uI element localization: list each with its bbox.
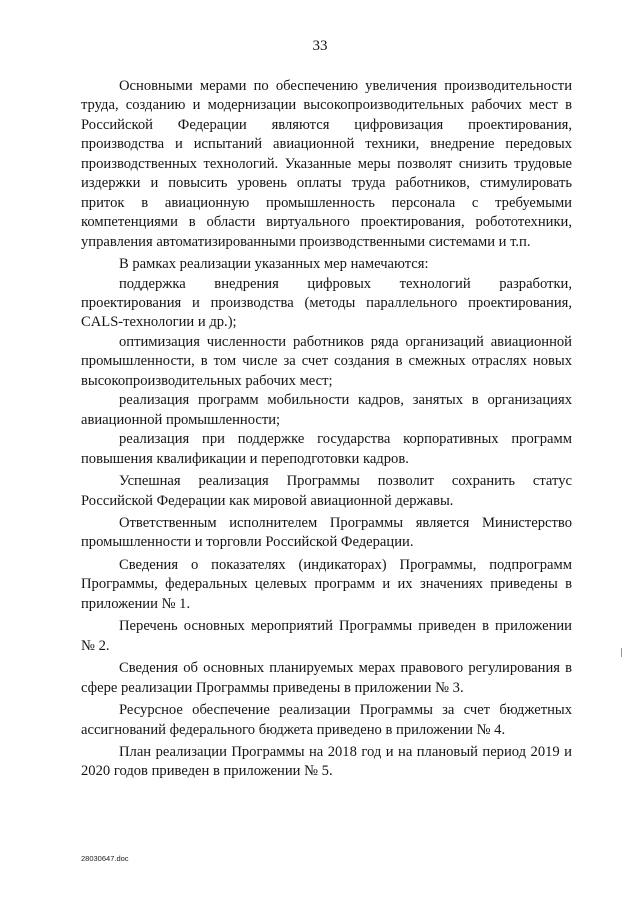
paragraph-appendix-4: Ресурсное обеспечение реализации Программы за счет бюджетных ассигнований федерального бюджета приведено в приложении № 4. xyxy=(81,702,572,738)
paragraph-appendix-2: Перечень основных мероприятий Программы приведен в приложении № 2. xyxy=(81,618,572,654)
document-body xyxy=(81,77,572,785)
paragraph-appendix-5: План реализации Программы на 2018 год и на плановый период 2019 и 2020 годов приведен в приложении № 5. xyxy=(81,743,572,780)
page-number: 33 xyxy=(312,38,328,54)
list-item-workforce-optimization: оптимизация численности работников ряда организаций авиационной промышленности, в том числе за счет создания в смежных отраслях новых высокопроизводительных рабочих мест; xyxy=(81,333,572,389)
paragraph-program-success: Успешная реализация Программы позволит сохранить статус Российской Федерации как мировой авиационной державы. xyxy=(81,473,572,509)
paragraph-appendix-3: Сведения об основных планируемых мерах правового регулирования в сфере реализации Программы приведены в приложении № 3. xyxy=(81,660,572,696)
paragraph-responsible-executor: Ответственным исполнителем Программы является Министерство промышленности и торговли Российской Федерации. xyxy=(81,514,572,551)
list-item-corporate-training: реализация при поддержке государства корпоративных программ повышения квалификации и переподготовки кадров. xyxy=(81,431,572,467)
list-item-digital-technologies: поддержка внедрения цифровых технологий разработки, проектирования и производства (методы параллельного проектирования, CALS-технологии и др.); xyxy=(81,275,572,331)
list-item-staff-mobility: реализация программ мобильности кадров, занятых в организациях авиационной промышленности; xyxy=(81,392,572,428)
paragraph-measures-overview: Основными мерами по обеспечению увеличения производительности труда, созданию и модернизации высокопроизводительных рабочих мест в Российской Федерации являются цифровизация проектирования, производства и испытаний авиационной техники, внедрение передовых производственных технологий. Указанные меры позволят снизить трудовые издержки и повысить уровень оплаты труда работников, стимулировать приток в авиационную промышленность персонала с требуемыми компетенциями в области виртуального проектирования, робототехники, управления автоматизированными производственными системами и т.п. xyxy=(81,78,572,250)
paragraph-appendix-1: Сведения о показателях (индикаторах) Программы, подпрограмм Программы, федеральных целевых программ и их значениях приведены в приложении № 1. xyxy=(81,556,572,612)
paragraph-planned-measures-intro: В рамках реализации указанных мер намечаются: xyxy=(119,256,429,273)
footer-file-code: 28030647.doc xyxy=(81,854,129,863)
scan-mark xyxy=(621,648,622,657)
